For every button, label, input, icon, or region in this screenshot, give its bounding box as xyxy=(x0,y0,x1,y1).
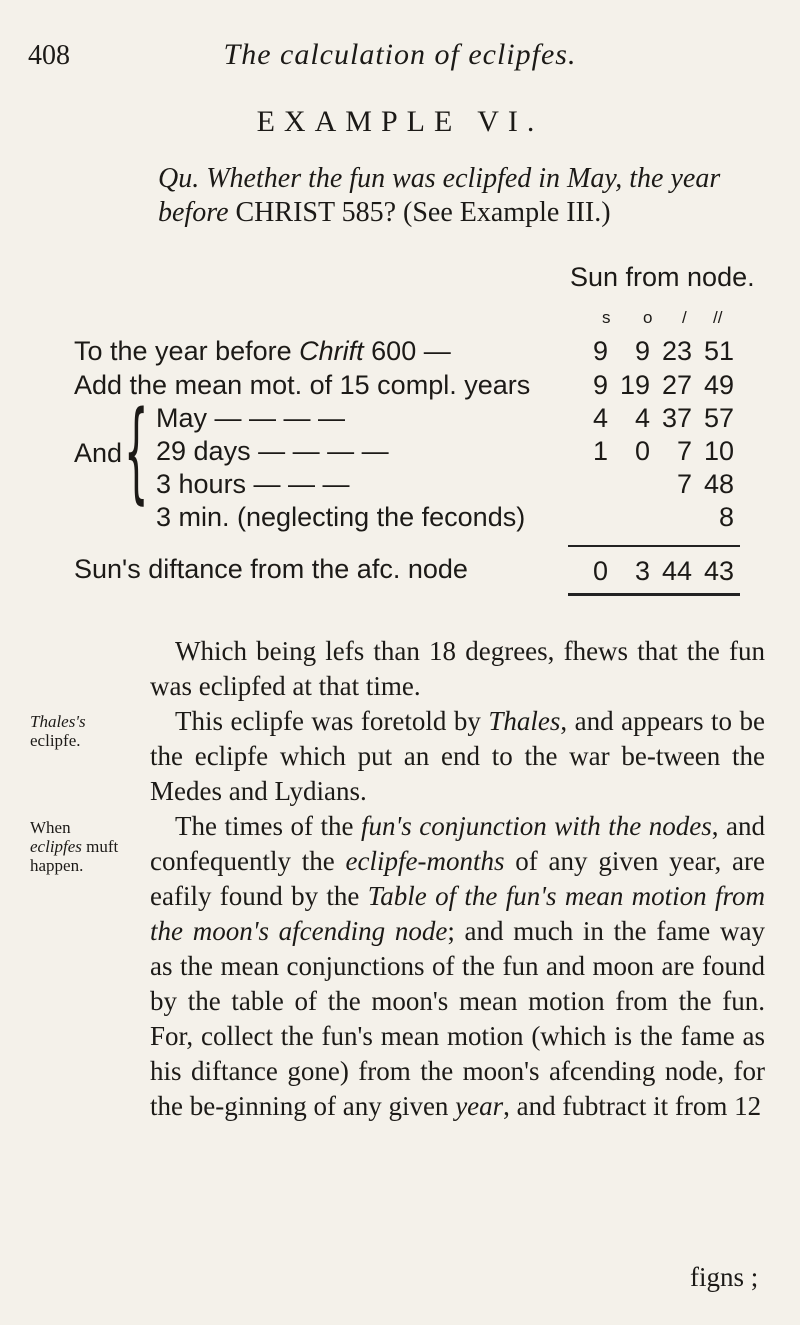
table-cell: 57 xyxy=(703,403,734,433)
margin-text: muft xyxy=(86,837,119,856)
table-cell: 49 xyxy=(703,370,734,400)
total-cell: 0 xyxy=(592,556,608,586)
table-cell: 8 xyxy=(718,502,734,532)
margin-text: When xyxy=(30,818,71,837)
table-cell: 48 xyxy=(703,469,734,499)
p3-text: , and confequently the xyxy=(150,811,766,876)
paragraph-thales xyxy=(150,704,765,809)
table-row-label: 3 hours — — — xyxy=(156,469,350,499)
p3-italic: Table of the fun's mean motion from the moon's afcending node xyxy=(150,881,765,946)
margin-italic: Thales's xyxy=(30,712,86,731)
question-text: Whether the fun was eclipfed in May, the year before xyxy=(158,163,721,228)
p3-text: , and fubtract it from 12 xyxy=(503,1091,762,1121)
running-title: The calculation of eclipfes. xyxy=(223,38,577,71)
unit-signs: s xyxy=(602,308,611,327)
row-label-pre: To the year before xyxy=(74,336,300,366)
margin-note-thales xyxy=(30,712,86,750)
row-label-post: 600 — xyxy=(363,336,451,366)
table-row-label: 3 min. (neglecting the feconds) xyxy=(156,502,526,532)
table-cell: 7 xyxy=(676,469,692,499)
unit-degrees: o xyxy=(643,308,653,327)
p2-text: , and appears to be the eclipfe which put an end to the war be-tween the Medes and Lydians. xyxy=(150,706,766,806)
table-cell: 9 xyxy=(634,336,650,366)
p3-text: ; and much in the fame way as the mean conjunctions of the fun and moon are found by the table of the moon's mean motion from the fun. For, collect the fun's mean motion (which is the fame as his diftance gone) from the moon's afcending node, for the be-ginning of any given xyxy=(150,916,765,1121)
example-title: EXAMPLE VI. xyxy=(256,105,544,138)
table-cell: 4 xyxy=(634,403,650,433)
total-cell: 3 xyxy=(634,556,650,586)
table-cell: 1 xyxy=(592,436,608,466)
question-label: Qu. xyxy=(158,163,200,194)
total-cell: 44 xyxy=(661,556,692,586)
table-cell: 9 xyxy=(592,336,608,366)
total-label: Sun's diftance from the afc. node xyxy=(74,554,468,584)
table-row-label: Add the mean mot. of 15 compl. years xyxy=(74,370,531,400)
paragraph-conclusion: Which being lefs than 18 degrees, fhews that the fun was eclipfed at that time. xyxy=(150,636,765,701)
total-cell: 43 xyxy=(703,556,734,586)
margin-text: eclipfe. xyxy=(30,731,81,750)
page-number: 408 xyxy=(28,40,70,71)
unit-seconds: // xyxy=(713,308,723,327)
p3-italic: year xyxy=(455,1091,504,1121)
question xyxy=(158,162,758,230)
table-cell: 4 xyxy=(592,403,608,433)
p3-text: The times of the xyxy=(175,811,361,841)
p2-thales: Thales xyxy=(488,706,561,736)
and-label: And xyxy=(74,438,123,468)
table-cell: 37 xyxy=(661,403,692,433)
paragraph-times xyxy=(150,809,765,1124)
p3-text: of any given year, are eafily found by the xyxy=(150,846,765,911)
margin-text: happen. xyxy=(30,856,84,875)
table-cell: 9 xyxy=(592,370,608,400)
p3-italic: eclipfe-months xyxy=(345,846,505,876)
margin-note-when xyxy=(30,818,118,875)
table-cell: 10 xyxy=(703,436,734,466)
catchword: figns ; xyxy=(690,1262,759,1292)
sum-rule xyxy=(568,545,740,547)
table-row-label: 29 days — — — — xyxy=(156,436,389,466)
table-cell: 0 xyxy=(634,436,650,466)
question-tail: 585? (See Example III.) xyxy=(341,197,611,228)
margin-italic: eclipfes xyxy=(30,837,82,856)
p3-italic: fun's conjunction with the nodes xyxy=(360,811,712,841)
brace-icon: { xyxy=(124,387,149,515)
table-row-label xyxy=(74,336,451,367)
table-cell: 51 xyxy=(703,336,734,366)
table-cell: 23 xyxy=(661,336,692,366)
table-cell: 7 xyxy=(676,436,692,466)
total-rule xyxy=(568,593,740,596)
table-heading: Sun from node. xyxy=(570,262,755,292)
question-christ: CHRIST xyxy=(235,197,335,228)
row-label-italic: Chrift xyxy=(299,336,364,366)
p2-text: This eclipfe was foretold by xyxy=(175,706,489,736)
table-row-label: May — — — — xyxy=(156,403,346,433)
table-cell: 27 xyxy=(661,370,692,400)
table-cell: 19 xyxy=(619,370,650,400)
unit-minutes: / xyxy=(682,308,687,327)
